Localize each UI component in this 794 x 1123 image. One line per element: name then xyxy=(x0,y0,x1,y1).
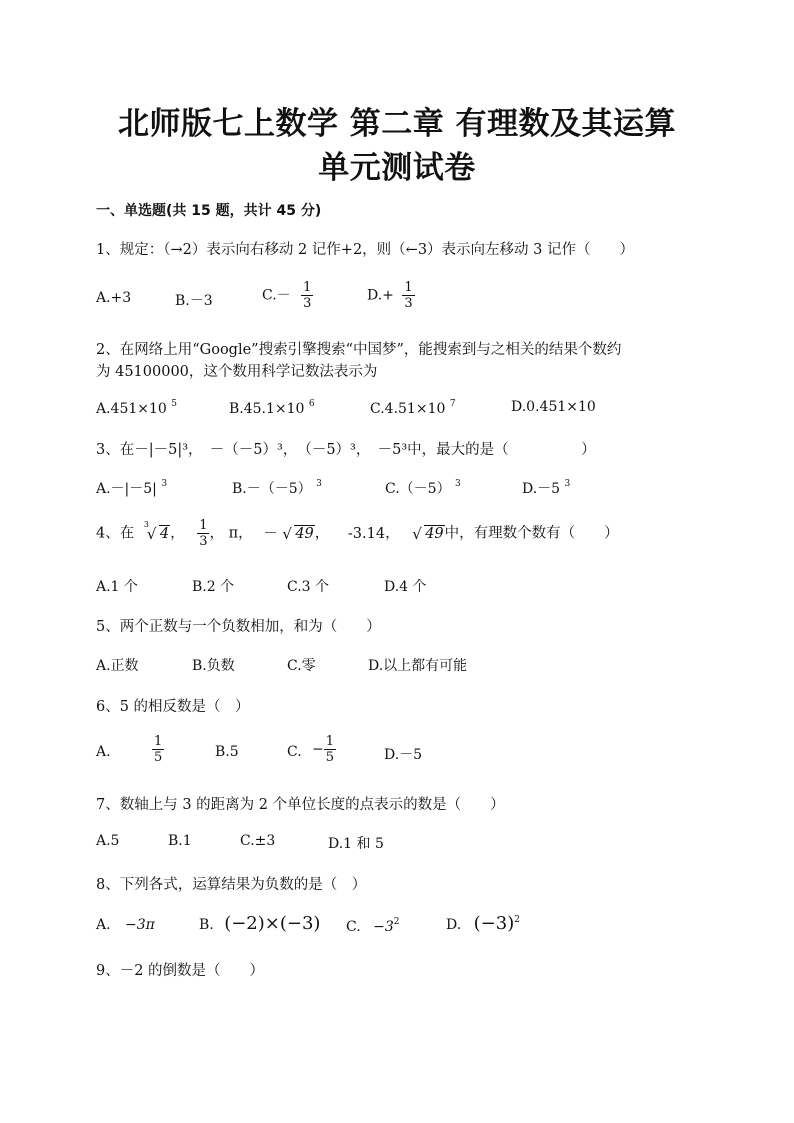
radical-sign: √ xyxy=(282,524,292,543)
option-d: D.1 和 5 xyxy=(328,836,384,852)
exponent: 3 xyxy=(316,479,322,489)
pi-symbol: π xyxy=(228,525,239,542)
section-heading: 一、单选题(共 15 题，共计 45 分) xyxy=(96,203,322,219)
option-a: A.1 个 xyxy=(96,579,138,595)
question-2-line-2: 为 45100000，这个数用科学记数法表示为 xyxy=(96,364,378,380)
math-expression: −3 xyxy=(373,919,394,935)
option-a: A.正数 xyxy=(96,658,139,674)
option-c-prefix: C.－ xyxy=(262,287,291,304)
option-d-text: D.－5 xyxy=(522,481,561,497)
fraction-denominator: 3 xyxy=(303,296,312,311)
option-c: C. xyxy=(287,744,302,760)
radical-sign: √ xyxy=(412,524,422,543)
option-a: A.+3 xyxy=(96,290,132,306)
fraction-numerator: 1 xyxy=(154,734,163,749)
option-b: B.负数 xyxy=(192,658,235,674)
question-7: 7、数轴上与 3 的距离为 2 个单位长度的点表示的数是（ ） xyxy=(96,797,505,813)
option-b: B.5 xyxy=(215,744,239,760)
math-expression: (−3) xyxy=(473,913,515,934)
fraction-numerator: 1 xyxy=(325,734,335,749)
minus-sign: − xyxy=(312,741,324,758)
option-c: C.±3 xyxy=(240,833,276,849)
option-b-text: B.45.1×10 xyxy=(229,401,305,417)
question-1: 1、规定：（→2）表示向右移动 2 记作+2，则（←3）表示向左移动 3 记作（ ） xyxy=(96,242,634,258)
question-8: 8、下列各式，运算结果为负数的是（ ） xyxy=(96,877,367,893)
exponent: 2 xyxy=(514,915,520,925)
option-b xyxy=(229,399,315,417)
fraction-denominator: 5 xyxy=(154,750,163,765)
radicand: 49 xyxy=(295,525,314,542)
option-d xyxy=(367,280,415,311)
fraction-numerator: 1 xyxy=(199,518,208,533)
option-b-label: B. xyxy=(199,917,214,933)
option-d-label: D. xyxy=(446,917,462,933)
question-3: 3、在－|－5|³， －（－5）³， （－5）³， －5³中，最大的是（ ） xyxy=(96,442,596,458)
option-a: A. xyxy=(96,744,111,760)
option-b: B.1 xyxy=(168,833,192,849)
option-a xyxy=(96,917,155,933)
fraction-denominator: 3 xyxy=(404,296,413,311)
root-index: 3 xyxy=(143,519,149,529)
question-4: 4、在 3 √ 4， $\frac{1}{3}$ ， π， － √ 49， -3.14， √ 49中，有理数个数有（ ） xyxy=(96,518,619,549)
option-c-text: C.（－5） xyxy=(385,481,451,497)
fraction-numerator: 1 xyxy=(303,280,312,295)
option-c-text: C.4.51×10 xyxy=(370,401,446,417)
question-9: 9、－2 的倒数是（ ） xyxy=(96,963,265,979)
option-d-prefix: D.+ xyxy=(367,287,394,304)
option-a-text: A.451×10 xyxy=(96,401,167,417)
option-d: D.－5 xyxy=(384,747,423,763)
question-2: 2、在网络上用“Google”搜索引擎搜索“中国梦”，能搜索到与之相关的结果个数约 xyxy=(96,342,622,358)
fraction xyxy=(152,734,164,765)
option-a xyxy=(96,399,177,417)
option-a-label: A. xyxy=(96,917,111,933)
math-expression: (−2)×(−3) xyxy=(224,913,321,934)
question-5: 5、两个正数与一个负数相加，和为（ ） xyxy=(96,619,381,635)
fraction xyxy=(197,518,209,549)
option-d xyxy=(522,478,570,498)
fraction xyxy=(402,280,414,311)
fraction xyxy=(301,280,313,311)
exponent: 3 xyxy=(564,479,571,489)
exponent: 5 xyxy=(171,399,178,409)
option-c xyxy=(370,399,456,417)
option-a xyxy=(96,478,167,498)
option-c xyxy=(262,280,313,311)
option-c-label: C. xyxy=(346,919,361,935)
cube-root xyxy=(143,519,170,543)
radicand: 4 xyxy=(159,525,170,542)
option-c xyxy=(385,478,461,498)
title-line-2: 单元测试卷 xyxy=(318,150,476,186)
exponent: 7 xyxy=(449,399,456,409)
option-d: D.0.451×10 xyxy=(511,399,596,415)
square-root xyxy=(412,526,444,542)
minus-sign: － xyxy=(263,525,278,542)
option-c: C.零 xyxy=(287,658,316,674)
option-a-fraction xyxy=(152,734,164,765)
title-line-1: 北师版七上数学 第二章 有理数及其运算 xyxy=(117,106,677,142)
exponent: 3 xyxy=(455,479,461,489)
radical-sign: √ xyxy=(146,524,157,543)
radicand: 49 xyxy=(425,525,444,542)
option-d xyxy=(446,913,520,934)
option-b xyxy=(232,478,322,498)
exponent: 6 xyxy=(308,399,315,409)
fraction xyxy=(324,734,336,765)
option-b xyxy=(199,913,320,934)
question-4-suffix: 中，有理数个数有（ ） xyxy=(444,525,619,542)
fraction-numerator: 1 xyxy=(404,280,413,295)
option-a-text: A.－|－5| xyxy=(96,481,157,497)
option-d: D.4 个 xyxy=(384,579,427,595)
exponent: 3 xyxy=(161,479,168,489)
option-b: B.2 个 xyxy=(192,579,235,595)
option-b-text: B.－（－5） xyxy=(232,481,312,497)
math-expression: −3π xyxy=(125,917,155,933)
option-c-fraction xyxy=(312,734,336,765)
question-4-prefix: 4、在 xyxy=(96,525,135,542)
fraction-denominator: 3 xyxy=(199,534,208,549)
decimal-number: -3.14 xyxy=(347,525,386,542)
exponent: 2 xyxy=(393,917,400,927)
fraction-denominator: 5 xyxy=(325,750,335,765)
option-c xyxy=(346,917,400,935)
square-root xyxy=(282,526,314,542)
option-d: D.以上都有可能 xyxy=(368,658,468,674)
option-c: C.3 个 xyxy=(287,579,330,595)
question-6: 6、5 的相反数是（ ） xyxy=(96,699,250,715)
option-a: A.5 xyxy=(96,833,120,849)
option-b: B.－3 xyxy=(175,293,213,309)
